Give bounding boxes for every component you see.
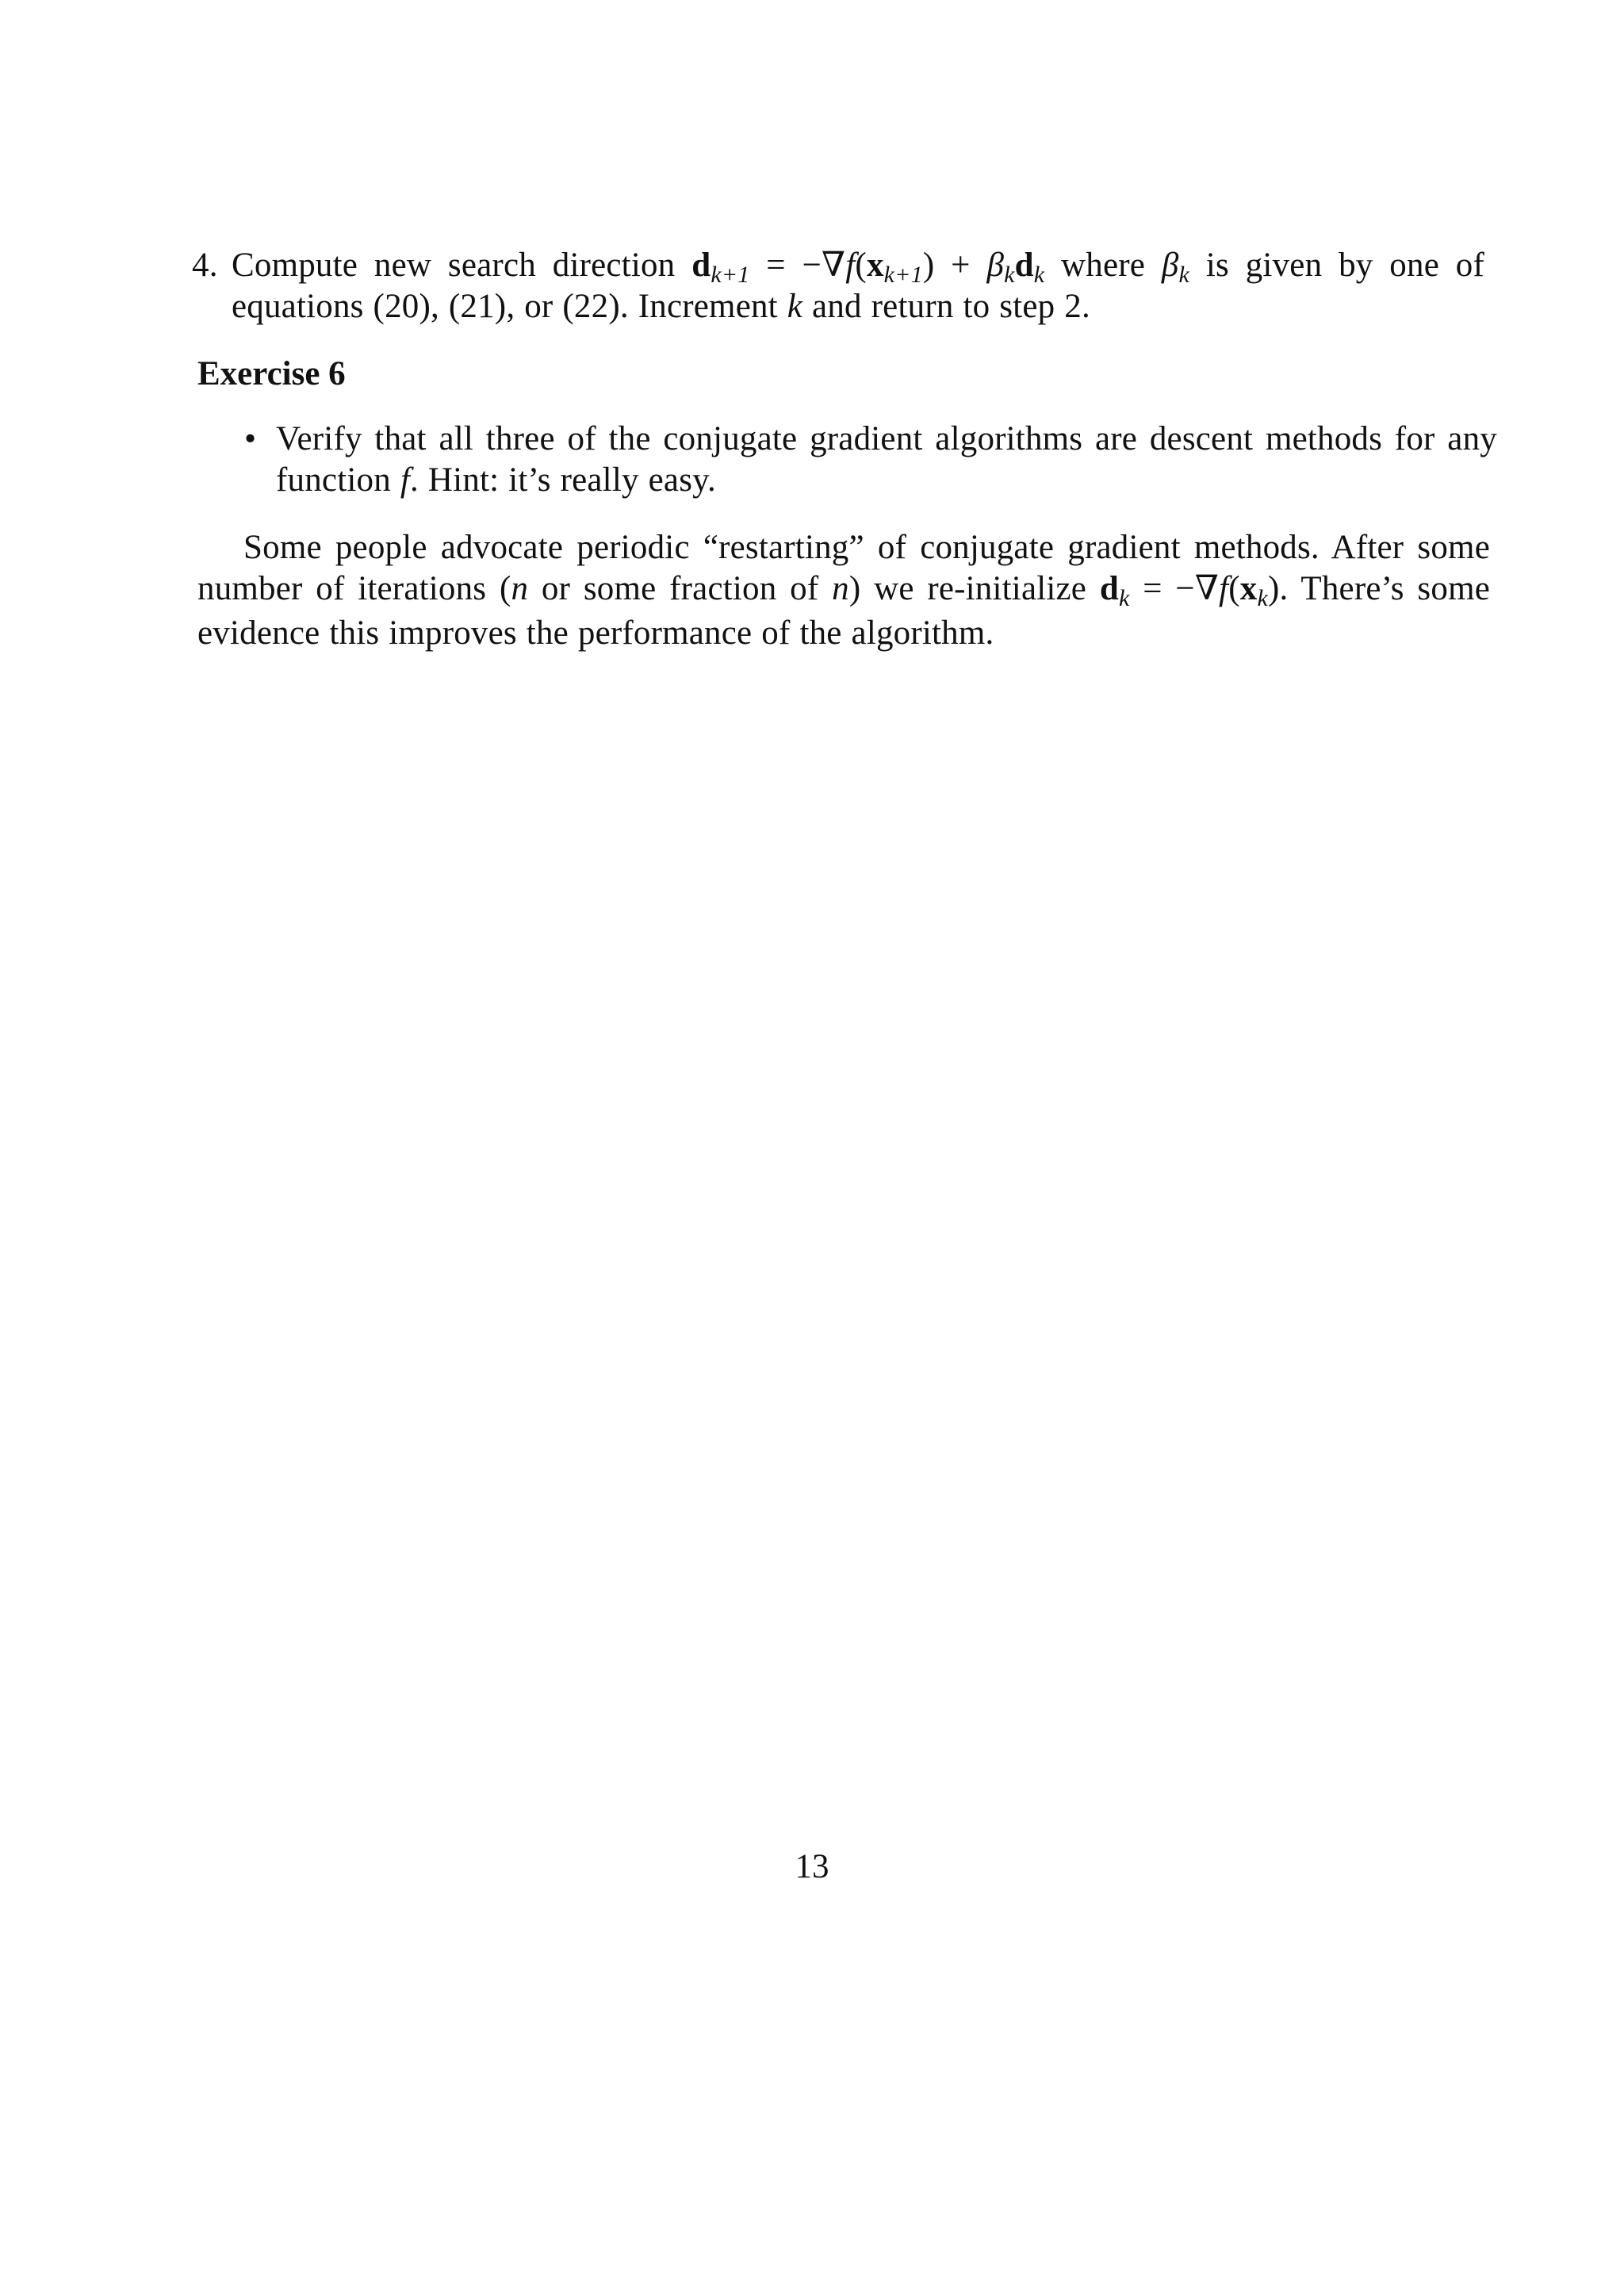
paragraph-line-3: evidence this improves the performance of the algorithm. [197,614,994,652]
step4-line-2: equations (20), (21), or (22). Increment k and return to step 2. [232,288,1090,325]
body-paragraph [197,527,1490,654]
paragraph-line-1: Some people advocate periodic “restarting” of conjugate gradient methods. After some [243,529,1490,566]
exercise-heading: Exercise 6 [197,355,346,392]
page-number: 13 [795,1848,829,1885]
paragraph-line-2: number of iterations (n or some fraction of n) we re-initialize dk = −∇f(xk). There’s some [197,570,1490,611]
bullet-line-2: function f. Hint: it’s really easy. [276,461,716,499]
bullet-line-1: Verify that all three of the conjugate gradient algorithms are descent methods for any [276,420,1497,457]
bullet-icon: • [244,420,257,457]
enumeration-label: 4. [192,247,218,284]
step4-line-1: Compute new search direction dk+1 = −∇f(xk+1) + βkdk where βk is given by one of [232,247,1485,288]
